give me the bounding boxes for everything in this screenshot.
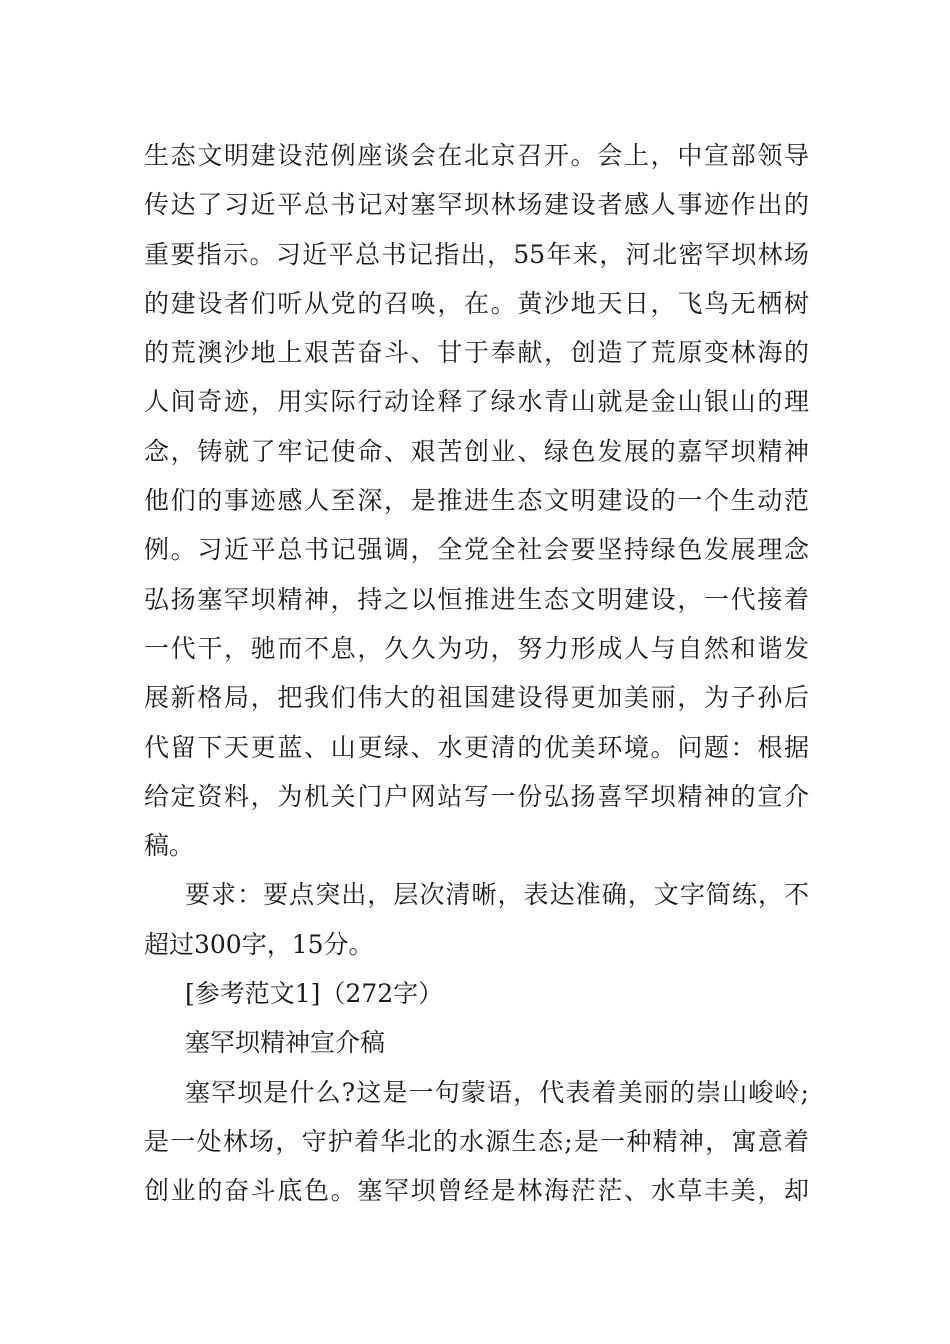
text-line: 念，铸就了牢记使命、艰苦创业、绿色发展的嘉罕坝精神 <box>144 436 809 466</box>
requirements-line: 要求：要点突出，层次清晰，表达准确，文字简练，不 <box>185 880 809 910</box>
text-line: 例。习近平总书记强调，全党全社会要坚持绿色发展理念 <box>144 535 809 565</box>
text-line: 稿。 <box>144 831 195 861</box>
essay-line: 创业的奋斗底色。塞罕坝曾经是林海茫茫、水草丰美，却 <box>144 1176 809 1206</box>
essay-title: 塞罕坝精神宣介稿 <box>185 1028 386 1058</box>
text-line: 代留下天更蓝、山更绿、水更清的优美环境。问题：根据 <box>144 732 809 762</box>
text-line: 一代干，驰而不息，久久为功，努力形成人与自然和谐发 <box>144 633 809 663</box>
text-line: 弘扬塞罕坝精神，持之以恒推进生态文明建设，一代接着 <box>144 584 809 614</box>
essay-line: 是一处林场，守护着华北的水源生态;是一种精神，寓意着 <box>144 1126 809 1156</box>
text-line: 展新格局，把我们伟大的祖国建设得更加美丽，为子孙后 <box>144 683 809 713</box>
text-line: 生态文明建设范例座谈会在北京召开。会上，中宣部领导 <box>144 141 809 170</box>
essay-line: 塞罕坝是什么?这是一句蒙语，代表着美丽的崇山峻岭; <box>185 1077 809 1107</box>
reference-heading: [参考范文1]（272字） <box>185 979 444 1009</box>
text-line: 传达了习近平总书记对塞罕坝林场建设者感人事迹作出的 <box>144 190 809 220</box>
text-line: 给定资料，为机关门户网站写一份弘扬喜罕坝精神的宣介 <box>144 781 809 811</box>
document-body <box>144 131 809 1216</box>
text-line: 的建设者们听从党的召唤，在。黄沙地天日，飞鸟无栖树 <box>144 288 809 318</box>
text-line: 他们的事迹感人至深，是推进生态文明建设的一个生动范 <box>144 486 809 516</box>
text-line: 重要指示。习近平总书记指出，55年来，河北密罕坝林场 <box>144 239 809 269</box>
text-line: 的荒澳沙地上艰苦奋斗、甘于奉献，创造了荒原变林海的 <box>144 338 809 368</box>
requirements-line: 超过300字，15分。 <box>144 929 374 959</box>
text-line: 人间奇迹，用实际行动诠释了绿水青山就是金山银山的理 <box>144 387 809 417</box>
